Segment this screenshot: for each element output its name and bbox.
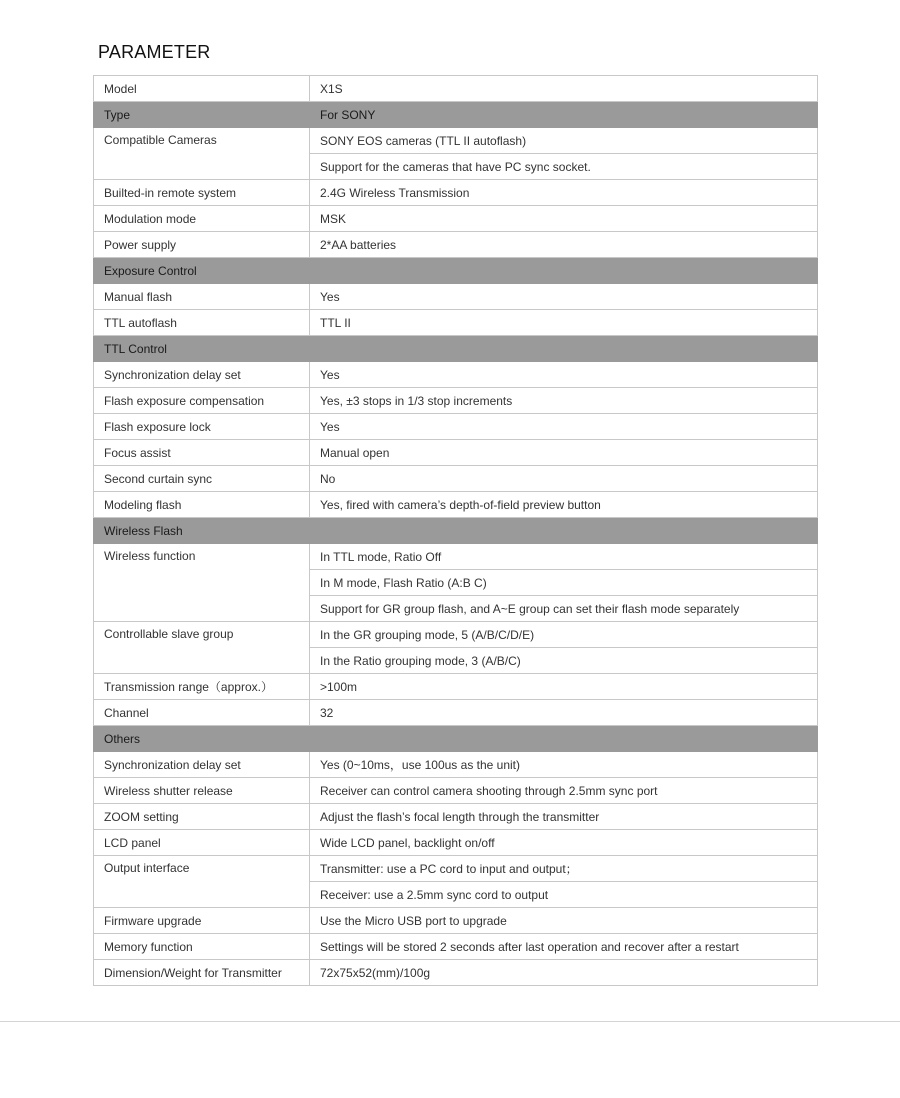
param-value: TTL II — [310, 310, 818, 336]
param-value: No — [310, 466, 818, 492]
param-label: Manual flash — [94, 284, 310, 310]
table-row — [94, 544, 818, 570]
param-value: In the GR grouping mode, 5 (A/B/C/D/E) — [310, 622, 818, 648]
table-row — [94, 492, 818, 518]
table-row — [94, 622, 818, 648]
param-value: Manual open — [310, 440, 818, 466]
param-value: Yes — [310, 362, 818, 388]
param-value: Yes (0~10ms，use 100us as the unit) — [310, 752, 818, 778]
param-value: 2*AA batteries — [310, 232, 818, 258]
param-value: For SONY — [310, 102, 818, 128]
section-header: Wireless Flash — [94, 518, 818, 544]
table-row — [94, 388, 818, 414]
section-header-row — [94, 336, 818, 362]
table-row — [94, 310, 818, 336]
param-label: Wireless shutter release — [94, 778, 310, 804]
param-label: Controllable slave group — [94, 622, 310, 674]
table-row — [94, 414, 818, 440]
table-row — [94, 778, 818, 804]
param-label: Model — [94, 76, 310, 102]
table-row — [94, 752, 818, 778]
param-label: Channel — [94, 700, 310, 726]
param-value: Yes, ±3 stops in 1/3 stop increments — [310, 388, 818, 414]
param-label: Dimension/Weight for Transmitter — [94, 960, 310, 986]
param-value: Adjust the flash’s focal length through the transmitter — [310, 804, 818, 830]
table-row — [94, 700, 818, 726]
param-label: Synchronization delay set — [94, 752, 310, 778]
table-row — [94, 934, 818, 960]
param-value: >100m — [310, 674, 818, 700]
section-header-row — [94, 726, 818, 752]
parameter-table — [93, 75, 818, 986]
table-row — [94, 960, 818, 986]
section-header: Exposure Control — [94, 258, 818, 284]
section-header-row — [94, 258, 818, 284]
param-value: MSK — [310, 206, 818, 232]
param-value: In TTL mode, Ratio Off — [310, 544, 818, 570]
table-row — [94, 674, 818, 700]
param-value: Yes, fired with camera’s depth-of-field preview button — [310, 492, 818, 518]
param-label: Compatible Cameras — [94, 128, 310, 180]
param-label: Synchronization delay set — [94, 362, 310, 388]
param-label: Wireless function — [94, 544, 310, 622]
param-value: 32 — [310, 700, 818, 726]
param-label: Firmware upgrade — [94, 908, 310, 934]
param-label: Modulation mode — [94, 206, 310, 232]
param-value: In M mode, Flash Ratio (A:B C) — [310, 570, 818, 596]
param-value: Use the Micro USB port to upgrade — [310, 908, 818, 934]
param-value: 72x75x52(mm)/100g — [310, 960, 818, 986]
param-value: X1S — [310, 76, 818, 102]
param-value: Receiver can control camera shooting through 2.5mm sync port — [310, 778, 818, 804]
table-row — [94, 362, 818, 388]
table-row — [94, 440, 818, 466]
param-value: In the Ratio grouping mode, 3 (A/B/C) — [310, 648, 818, 674]
param-label: Flash exposure compensation — [94, 388, 310, 414]
section-header: Others — [94, 726, 818, 752]
param-value: Wide LCD panel, backlight on/off — [310, 830, 818, 856]
table-row — [94, 206, 818, 232]
param-value: Yes — [310, 284, 818, 310]
table-row — [94, 102, 818, 128]
section-header-row — [94, 518, 818, 544]
param-value: Support for GR group flash, and A~E group can set their flash mode separately — [310, 596, 818, 622]
table-row — [94, 232, 818, 258]
section-header: TTL Control — [94, 336, 818, 362]
param-value: SONY EOS cameras (TTL II autoflash) — [310, 128, 818, 154]
table-row — [94, 908, 818, 934]
table-row — [94, 804, 818, 830]
param-value: Settings will be stored 2 seconds after last operation and recover after a restart — [310, 934, 818, 960]
param-value: Transmitter: use a PC cord to input and output； — [310, 856, 818, 882]
param-label: Power supply — [94, 232, 310, 258]
param-label: Transmission range（approx.） — [94, 674, 310, 700]
param-label: Memory function — [94, 934, 310, 960]
param-label: LCD panel — [94, 830, 310, 856]
param-label: Type — [94, 102, 310, 128]
param-value: Support for the cameras that have PC sync socket. — [310, 154, 818, 180]
table-row — [94, 284, 818, 310]
table-row — [94, 128, 818, 154]
param-label: Modeling flash — [94, 492, 310, 518]
table-row — [94, 466, 818, 492]
param-label: Output interface — [94, 856, 310, 908]
param-label: TTL autoflash — [94, 310, 310, 336]
page-title: PARAMETER — [98, 42, 211, 62]
param-label: Focus assist — [94, 440, 310, 466]
param-value: Yes — [310, 414, 818, 440]
table-row — [94, 856, 818, 882]
param-label: ZOOM setting — [94, 804, 310, 830]
param-value: 2.4G Wireless Transmission — [310, 180, 818, 206]
table-row — [94, 76, 818, 102]
param-label: Second curtain sync — [94, 466, 310, 492]
param-label: Builted-in remote system — [94, 180, 310, 206]
footer-divider — [0, 1021, 900, 1022]
table-row — [94, 180, 818, 206]
param-value: Receiver: use a 2.5mm sync cord to output — [310, 882, 818, 908]
table-row — [94, 830, 818, 856]
param-label: Flash exposure lock — [94, 414, 310, 440]
